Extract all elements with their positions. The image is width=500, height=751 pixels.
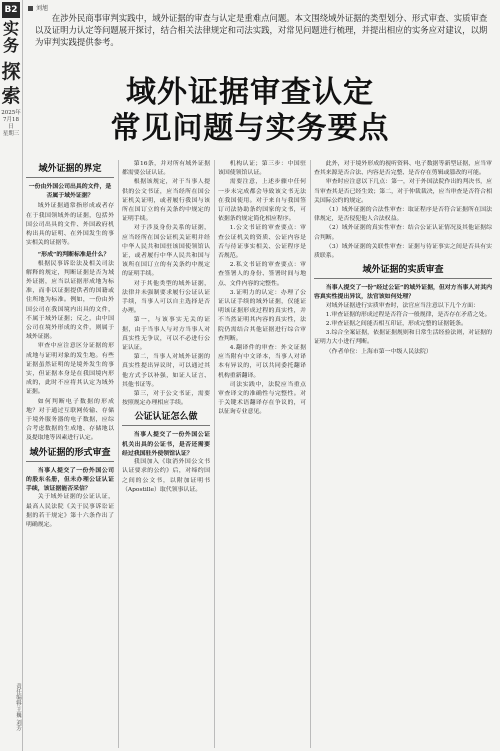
paragraph-question: “形成”的判断标准是什么？ [37,251,110,259]
paragraph: 第16条，并对所有域外证据都需要公证认证。 [122,161,210,177]
paragraph: 审查时应注意以下几点：第一，对于外国法院作出的判决书，应当审查其是否已经生效；第二，对于仲裁裁决，应当审查是否符合相关国际公约的规定。 [314,179,492,204]
paragraph: 此外，对于境外形成的视听资料、电子数据等新型证据，应当审查其来源是否合法、内容是否完整、是否存在剪辑或篡改的可能。 [314,161,492,177]
column-1-subheading: 一份由外国公司出具的文件，是否属于域外证据？ [28,183,112,200]
editor-note: 责任编辑:王巍 刘芳 [15,683,21,731]
paragraph: 我国加入《取消外国公文书认证要求的公约》后，对缔约国之间的公文书，以附加证明书（Apostille）取代领事认证。 [122,459,210,493]
question-paragraph: 当事人提交了一份外国公证机关出具的公证书，是否还需要经过我国驻外使领馆认证？ [122,431,210,457]
paragraph: 需要注意，上述步骤中任何一步未完成都会导致该文书无法在我国使用。对于来自与我国签订司法协助条约国家的文书，可依据条约规定简化相应程序。 [218,179,306,223]
headline [0,75,500,147]
author-tag: 刘旭 [28,3,48,12]
page-number: B2 [2,2,20,18]
column-3 [218,160,306,748]
paragraph: 第三，对于公文书证，需要按照规定办理相应手续。 [122,391,210,407]
section-label-top: 实务 [2,19,19,55]
paragraph: 3.证明力的认定：办理了公证认证手续的域外证据，仅能证明该证据形成过程的真实性，并不当然证明其内容的真实性，法院仍需结合其他证据进行综合审查判断。 [218,289,306,342]
paragraph: 2.审查证据之间能否相互印证，形成完整的证据链条。 [325,321,467,328]
paragraph: 1.审查证据的形成过程是否符合一般规律，是否存在矛盾之处。 [325,311,491,318]
paragraph: 第二，当事人对域外证据的真实性提出异议时，可以通过其他方式予以补强，如证人证言、其他书证等。 [122,354,210,388]
column-rule [214,160,215,748]
paragraph: 4.翻译件的审查：外文证据应当附有中文译本，当事人对译本有异议的，可以共同委托翻译机构重新翻译。 [218,345,306,379]
question-paragraph: 当事人提交了一份“经过公证”的域外证据，但对方当事人对其内容真实性提出异议，法官该如何处理？ [314,284,492,301]
column-1-heading-2: 域外证据的形式审查 [26,447,114,462]
question-paragraph: 当事人提交了一份外国公司的股东名册，但未办理公证认证手续，该证据能否采信？ [26,466,114,493]
column-2 [122,160,210,748]
paragraph: （1）域外证据的合法性审查：取证程序是否符合证据所在国法律规定，是否侵犯他人合法权益。 [314,207,492,223]
column-rule [310,160,311,748]
column-4-heading: 域外证据的实质审查 [314,264,492,279]
paragraph: 司法实践中，法院应当重点审查译文的准确性与完整性。对于关键术语翻译存在争议的，可以征询专业意见。 [218,381,306,416]
headline-line-2: 常见问题与实务要点 [110,111,390,146]
paragraph: 对于涉及身份关系的证据，应当经所在国公证机关证明并经中华人民共和国驻该国使领馆认证，或者履行中华人民共和国与该所在国订立的有关条约中规定的证明手续。 [122,225,210,278]
column-1 [26,160,114,748]
column-rule [118,160,119,748]
column-2-heading: 公证认证怎么做 [122,411,210,426]
lead-paragraph: 在涉外民商事审判实践中，域外证据的审查与认定是重难点问题。本文围绕域外证据的类型划分、形式审查、实质审查以及证明力认定等问题展开探讨，结合相关法律规定和司法实践，对常见问题进行梳理，并提出相应的实务应对建议，以期为审判实践提供参考。 [35,13,488,47]
paragraph: 对于其他类型的域外证据，法律并未强制要求履行公证认证手续，当事人可以自主选择是否办理。 [122,280,210,315]
paragraph: 根据该规定，对于当事人提供的公文书证，应当经所在国公证机关证明，或者履行我国与该所在国订立的有关条约中规定的证明手续。 [122,179,210,223]
paragraph: 关于域外证据的公证认证，最高人民法院《关于民事诉讼证据的若干规定》第十六条作出了明确规定。 [26,494,114,528]
paragraph: 第一，与该事实无关的证据，由于当事人与对方当事人对真实性无争议，可以不必进行公证认证。 [122,317,210,352]
paragraph: 审查中应注意区分证据的形成地与证明对象的发生地。有些证据虽然证明的是境外发生的事实，但证据本身是在我国境内形成的，此时不应将其认定为域外证据。 [26,343,114,396]
column-4 [314,160,492,748]
paragraph: 1.公文书证的审查要点：审查公证机关的资质、公证内容是否与待证事实相关、公证程序是否规范。 [218,225,306,260]
article-columns [26,160,496,748]
paragraph: （3）域外证据的关联性审查：证据与待证事实之间是否具有实质联系。 [314,243,492,260]
headline-line-1: 域外证据审查认定 [126,75,374,110]
issue-date: 2025年 7月18日 星期三 [1,110,21,137]
section-label-main: 探索 [1,61,21,107]
column-1-heading: 域外证据的界定 [26,163,114,178]
paragraph: 对域外证据进行实质审查时，法官应当注意以下几个方面： [325,302,479,309]
paragraph: （2）域外证据的真实性审查：结合公证认证情况及其他证据综合判断。 [314,225,492,241]
author-affiliation: （作者单位：上海市第一中级人民法院） [325,348,432,355]
paragraph: 域外证据通常指形成或者存在于我国领域外的证据，包括外国公司出具的文件、外国政府机构出具的证明、在外国发生的事实相关的证据等。 [26,203,114,247]
paragraph: 如何判断电子数据的形成地？对于通过互联网传输、存储于境外服务器的电子数据，应综合考虑数据的生成地、存储地以及提取地等因素进行认定。 [26,398,114,442]
paragraph: 3.综合全案证据，依据证据规则和日常生活经验法则，对证据的证明力大小进行判断。 [314,330,492,346]
paragraph: 2.私文书证的审查要点：审查签署人的身份、签署时间与地点、文件内容的完整性。 [218,262,306,287]
paragraph: 机构认证；第三步：中国驻该国使领馆认证。 [218,161,306,177]
paragraph: 根据民事诉讼法及相关司法解释的规定，判断证据是否为域外证据，应当以证据形成地为标准，而非以证据提供者的国籍或住所地为标准。例如，一份由外国公司在我国境内出具的文件，不属于域外证据；反之，由中国公司在境外形成的文件，则属于域外证据。 [26,260,114,341]
